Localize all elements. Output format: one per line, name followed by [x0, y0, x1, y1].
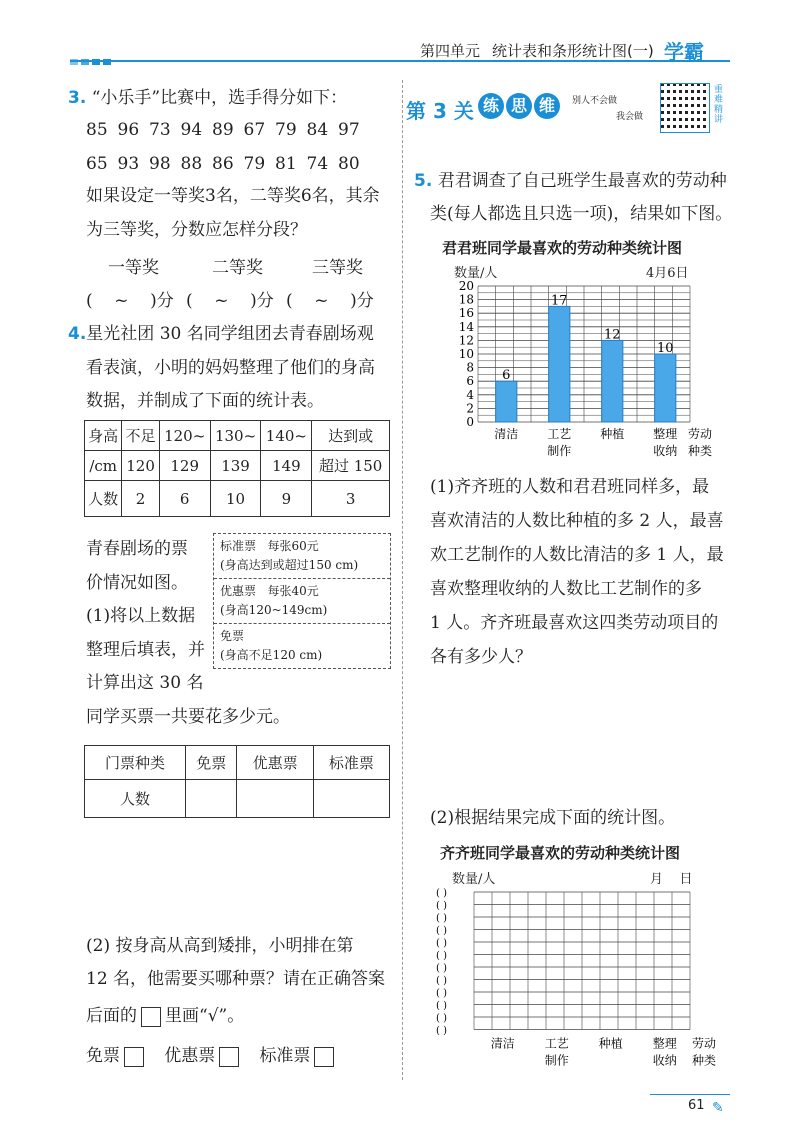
y-tick-blank: ( ) — [436, 1025, 447, 1037]
q4-side2: 价情况如图。 — [86, 573, 188, 593]
chart1-svg — [440, 278, 730, 468]
score-value: 80 — [338, 154, 360, 174]
q4-side6: 同学买票一共要花多少元。 — [86, 707, 290, 727]
prize-first: 一等奖 — [108, 258, 159, 278]
price-discount: 优惠票 每张40元 (身高120~149cm) — [214, 579, 390, 624]
prize-second: 二等奖 — [212, 258, 263, 278]
q4-line3: 数据，并制成了下面的统计表。 — [86, 391, 324, 411]
score-value: 97 — [338, 120, 360, 140]
q4-p2-line3: 后面的 里画“√”。 — [86, 1006, 245, 1026]
q5-line2: 类(每人都选且只选一项)，结果如下图。 — [430, 204, 733, 224]
score-value: 98 — [149, 154, 171, 174]
standard-ticket-checkbox[interactable] — [314, 1047, 334, 1067]
q4-side5: 计算出这 30 名 — [86, 673, 204, 693]
q5-part1-line: 各有多少人？ — [430, 647, 532, 667]
height-table: 身高 不足 120~ 130~ 140~ 达到或 /cm 120 129 139 149 超过 150 人数 2 6 10 9 3 — [84, 420, 390, 517]
header-unit: 第四单元 — [420, 42, 481, 60]
axis-category-label: 种类 — [687, 444, 713, 458]
discount-ticket-checkbox[interactable] — [219, 1047, 239, 1067]
score-value: 73 — [149, 120, 171, 140]
level-banner: 第 3 关 练 思 维 别人不会做 我会做 重难精讲 — [402, 85, 712, 145]
y-tick-label: 14 — [458, 319, 474, 334]
category-label: 收纳 — [653, 444, 678, 458]
y-tick-blank: ( ) — [436, 975, 447, 987]
q5-part2: (2)根据结果完成下面的统计图。 — [430, 808, 676, 828]
y-tick-label: 20 — [458, 279, 474, 293]
brand-logo: 学霸 — [664, 40, 704, 64]
y-tick-blank: ( ) — [436, 1013, 447, 1024]
discount-count-cell[interactable] — [237, 780, 313, 818]
q5-number: 5. — [414, 171, 433, 191]
category-label: 工艺 — [547, 427, 572, 441]
column-divider — [402, 80, 404, 1080]
q5-part1-line: (1)齐齐班的人数和君君班同样多，最 — [430, 477, 710, 497]
y-tick-label: 12 — [458, 333, 474, 348]
qr-code-icon[interactable] — [660, 83, 710, 133]
q4-side4: 整理后填表，并 — [86, 640, 205, 660]
y-tick-label: 6 — [466, 374, 474, 389]
score-value: 86 — [212, 154, 234, 174]
price-free: 免票 (身高不足120 cm) — [220, 629, 323, 662]
chart2-ylabel: 数量/人 — [452, 872, 496, 887]
q3-score-row-2 — [86, 148, 370, 180]
category-label: 种植 — [600, 427, 625, 441]
badge-char-3: 维 — [534, 93, 560, 119]
category-label: 工艺 — [544, 1036, 569, 1051]
q4-line1: 4.星光社团 30 名同学组团去青春剧场观 — [68, 324, 374, 344]
y-tick-blank: ( ) — [436, 963, 447, 974]
bar-value-label: 12 — [603, 327, 621, 343]
chart2-svg — [430, 884, 730, 1084]
q4-side3: (1)将以上数据 — [86, 606, 196, 626]
score-value: 96 — [117, 120, 140, 140]
y-tick-label: 8 — [466, 360, 474, 375]
ticket-options: 免票 优惠票 标准票 — [86, 1040, 338, 1072]
y-tick-label: 10 — [458, 347, 474, 361]
axis-category-label: 劳动 — [691, 1036, 717, 1051]
score-value: 88 — [180, 154, 203, 174]
q3-line3: 如果设定一等奖3名，二等奖6名，其余 — [86, 186, 380, 206]
prize-first-blank[interactable]: ( ~ )分 — [86, 291, 174, 311]
y-tick-blank: ( ) — [436, 925, 447, 937]
score-value: 65 — [86, 154, 108, 174]
q3-score-row-1 — [86, 114, 370, 146]
score-value: 81 — [275, 154, 297, 174]
header-title: 统计表和条形统计图(一) — [492, 42, 654, 60]
standard-count-cell[interactable] — [313, 780, 389, 818]
ticket-price-box — [213, 533, 391, 669]
q4-p2-line1: (2) 按身高从高到矮排，小明排在第 — [86, 936, 354, 956]
bar-2 — [549, 306, 570, 422]
score-value: 94 — [180, 120, 203, 140]
q4-number: 4. — [68, 324, 87, 344]
q4-line2: 看表演，小明的妈妈整理了他们的身高 — [86, 358, 375, 378]
category-label: 整理 — [652, 1036, 677, 1051]
y-tick-label: 0 — [466, 415, 474, 429]
category-label: 清洁 — [494, 427, 519, 441]
axis-category-label: 种类 — [691, 1053, 717, 1068]
score-value: 74 — [306, 154, 329, 174]
q5-part1 — [430, 470, 724, 674]
chart1-title: 君君班同学最喜欢的劳动种类统计图 — [442, 239, 683, 257]
chart1-date: 4月6日 — [646, 266, 689, 281]
bar-value-label: 10 — [656, 341, 674, 356]
price-standard: 标准票 每张60元 (身高达到或超过150 cm) — [214, 534, 390, 579]
y-tick-label: 16 — [458, 306, 474, 321]
free-ticket-checkbox[interactable] — [124, 1047, 144, 1067]
prize-third: 三等奖 — [312, 258, 363, 278]
score-value: 79 — [275, 120, 297, 140]
y-tick-blank: ( ) — [436, 913, 447, 924]
y-tick-blank: ( ) — [436, 950, 447, 962]
bar-value-label: 6 — [502, 368, 511, 384]
footer-line — [650, 1094, 730, 1095]
bar-1 — [496, 381, 517, 422]
score-value: 93 — [117, 154, 140, 174]
q5-part1-line: 喜欢清洁的人数比种植的多 2 人，最喜 — [430, 511, 724, 531]
category-label: 种植 — [598, 1036, 623, 1051]
score-value: 89 — [212, 120, 234, 140]
axis-category-label: 劳动 — [687, 427, 713, 441]
q5-part1-line: 1 人。齐齐班最喜欢这四类劳动项目的 — [430, 613, 719, 633]
q4-side1: 青春剧场的票 — [86, 539, 188, 559]
q5-line1: 5. 君君调查了自己班学生最喜欢的劳动种 — [414, 171, 727, 191]
score-value: 84 — [306, 120, 329, 140]
chart1-ylabel: 数量/人 — [454, 266, 498, 281]
page-number: 61 — [688, 1098, 705, 1113]
y-tick-blank: ( ) — [436, 988, 447, 999]
ticket-table: 门票种类 免票 优惠票 标准票 人数 — [84, 745, 390, 818]
prize-third-blank[interactable]: ( ~ )分 — [286, 291, 374, 311]
category-label: 收纳 — [652, 1053, 677, 1068]
y-tick-blank: ( ) — [436, 1000, 447, 1012]
prize-second-blank[interactable]: ( ~ )分 — [186, 291, 274, 311]
y-tick-label: 4 — [466, 387, 474, 402]
badge-char-1: 练 — [478, 93, 504, 119]
category-label: 清洁 — [490, 1036, 515, 1051]
score-value: 85 — [86, 120, 108, 140]
q5-part1-line: 喜欢整理收纳的人数比工艺制作的多 — [430, 579, 702, 599]
category-label: 整理 — [653, 427, 678, 441]
example-box — [141, 1007, 161, 1027]
category-label: 制作 — [547, 444, 572, 458]
bar-3 — [602, 340, 623, 422]
y-tick-blank: ( ) — [436, 888, 447, 899]
y-tick-label: 2 — [466, 401, 474, 416]
bar-4 — [655, 354, 676, 422]
category-label: 制作 — [544, 1053, 569, 1068]
chart2-date[interactable]: 月 日 — [650, 872, 693, 887]
pencil-icon: ✎ — [712, 1100, 724, 1116]
score-value: 67 — [243, 120, 266, 140]
chart2-title: 齐齐班同学最喜欢的劳动种类统计图 — [440, 844, 681, 862]
q3-line4: 为三等奖，分数应怎样分段？ — [86, 220, 307, 240]
free-count-cell[interactable] — [186, 780, 237, 818]
q4-p2-line2: 12 名，他需要买哪种票？请在正确答案 — [86, 969, 386, 989]
q5-part1-line: 欢工艺制作的人数比清洁的多 1 人，最 — [430, 545, 724, 565]
q3-number: 3. — [68, 88, 87, 108]
y-tick-blank: ( ) — [436, 938, 447, 949]
score-value: 79 — [243, 154, 266, 174]
q3-text: 3. “小乐手”比赛中，选手得分如下： — [68, 88, 348, 108]
y-tick-blank: ( ) — [436, 900, 447, 912]
bar-value-label: 17 — [550, 293, 568, 309]
y-tick-label: 18 — [458, 292, 474, 307]
badge-char-2: 思 — [506, 93, 532, 119]
